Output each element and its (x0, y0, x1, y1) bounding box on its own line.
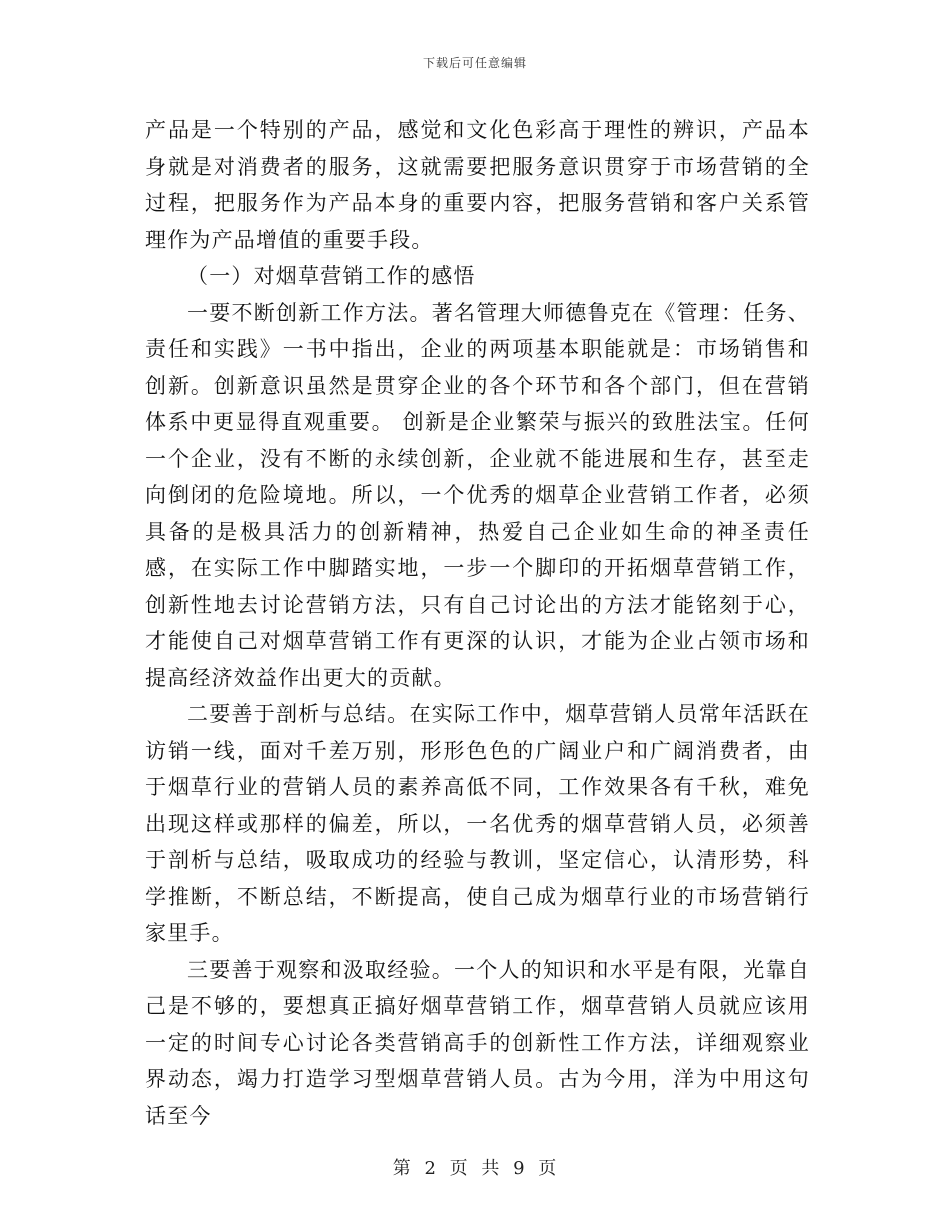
page-header: 下载后可任意编辑 (422, 56, 527, 70)
section-heading: （一）对烟草营销工作的感悟 (187, 264, 476, 288)
paragraph-intro: 产品是一个特别的产品，感觉和文化色彩高于理性的辨识，产品本身就是对消费者的服务，这就需要把服务意识贯穿于市场营销的全过程，把服务作为产品本身的重要内容，把服务营销和客户关系管理作为产品增值的重要手段。 (145, 118, 810, 252)
page-number: 第 2 页 共 9 页 (392, 1158, 558, 1179)
paragraph-innovation: 一要不断创新工作方法。著名管理大师德鲁克在《管理：任务、责任和实践》一书中指出，企业的两项基本职能就是：市场销售和创新。创新意识虽然是贯穿企业的各个环节和各个部门，但在营销体系中更显得直观重要。 创新是企业繁荣与振兴的致胜法宝。任何一个企业，没有不断的永续创新，企业就不能进展和生存，甚至走向倒闭的危险境地。所以，一个优秀的烟草企业营销工作者，必须具备的是极具活力的创新精神，热爱自己企业如生命的神圣责任感，在实际工作中脚踏实地，一步一个脚印的开拓烟草营销工作，创新性地去讨论营销方法，只有自己讨论出的方法才能铭刻于心，才能使自己对烟草营销工作有更深的认识，才能为企业占领市场和提高经济效益作出更大的贡献。 (145, 300, 810, 690)
document-body (145, 112, 810, 1134)
paragraph-analysis: 二要善于剖析与总结。在实际工作中，烟草营销人员常年活跃在访销一线，面对千差万别，形形色色的广阔业户和广阔消费者，由于烟草行业的营销人员的素养高低不同，工作效果各有千秋，难免出现这样或那样的偏差，所以，一名优秀的烟草营销人员，必须善于剖析与总结，吸取成功的经验与教训，坚定信心，认清形势，科学推断，不断总结，不断提高，使自己成为烟草行业的市场营销行家里手。 (145, 702, 810, 945)
paragraph-observation: 三要善于观察和汲取经验。一个人的知识和水平是有限，光靠自己是不够的，要想真正搞好烟草营销工作，烟草营销人员就应该用一定的时间专心讨论各类营销高手的创新性工作方法，详细观察业界动态，竭力打造学习型烟草营销人员。古为今用，洋为中用这句话至今 (145, 957, 810, 1128)
